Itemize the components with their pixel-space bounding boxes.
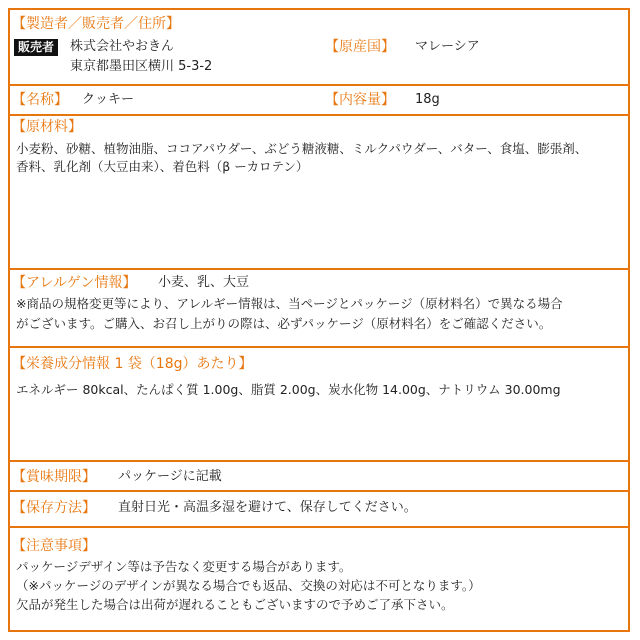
notes-line-3: 欠品が発生した場合は出荷が遅れることもございますので予めご了承下さい。 (16, 597, 454, 612)
allergy-note-line-1: ※商品の規格変更等により、アレルギー情報は、当ページとパッケージ（原材料名）で異なる場合 (16, 296, 563, 311)
notes-line-2: （※パッケージのデザインが異なる場合でも返品、交換の対応は不可となります。） (16, 578, 481, 593)
storage-heading: 【保存方法】 (12, 500, 96, 516)
ingredients-line-2: 香料、乳化剤（大豆由来）、着色料（β ーカロテン） (16, 159, 309, 174)
divider-allergy (8, 346, 630, 348)
name-value: クッキー (82, 92, 135, 107)
divider-top-section (8, 84, 630, 86)
content-heading: 【内容量】 (325, 92, 395, 108)
expiry-heading: 【賞味期限】 (12, 469, 96, 485)
divider-storage (8, 526, 630, 528)
company-name: 株式会社やおきん (70, 39, 175, 54)
manufacturer-heading: 【製造者／販売者／住所】 (12, 16, 180, 32)
storage-value: 直射日光・高温多湿を避けて、保存してください。 (118, 500, 417, 515)
divider-name-row (8, 114, 630, 116)
seller-badge: 販売者 (14, 39, 58, 56)
allergy-heading: 【アレルゲン情報】 (12, 275, 137, 291)
origin-heading: 【原産国】 (325, 39, 395, 55)
divider-expiry (8, 490, 630, 492)
ingredients-heading: 【原材料】 (12, 119, 82, 135)
divider-nutrition (8, 460, 630, 462)
content-value: 18g (415, 92, 440, 107)
allergy-value: 小麦、乳、大豆 (158, 275, 250, 290)
notes-line-1: パッケージデザイン等は予告なく変更する場合があります。 (16, 559, 352, 574)
name-heading: 【名称】 (12, 92, 68, 108)
allergy-note-line-2: がございます。ご購入、お召し上がりの際は、必ずパッケージ（原材料名）をご確認ください。 (16, 316, 552, 331)
notes-heading: 【注意事項】 (12, 538, 96, 554)
origin-value: マレーシア (415, 39, 480, 54)
divider-ingredients (8, 268, 630, 270)
nutrition-heading: 【栄養成分情報 1 袋（18g）あたり】 (12, 356, 253, 372)
company-address: 東京都墨田区横川 5-3-2 (70, 59, 213, 74)
expiry-value: パッケージに記載 (118, 469, 222, 484)
nutrition-value: エネルギー 80kcal、たんぱく質 1.00g、脂質 2.00g、炭水化物 14.00g、ナトリウム 30.00mg (16, 382, 561, 397)
ingredients-line-1: 小麦粉、砂糖、植物油脂、ココアパウダー、ぶどう糖液糖、ミルクパウダー、バター、食塩、膨張剤、 (16, 141, 588, 156)
